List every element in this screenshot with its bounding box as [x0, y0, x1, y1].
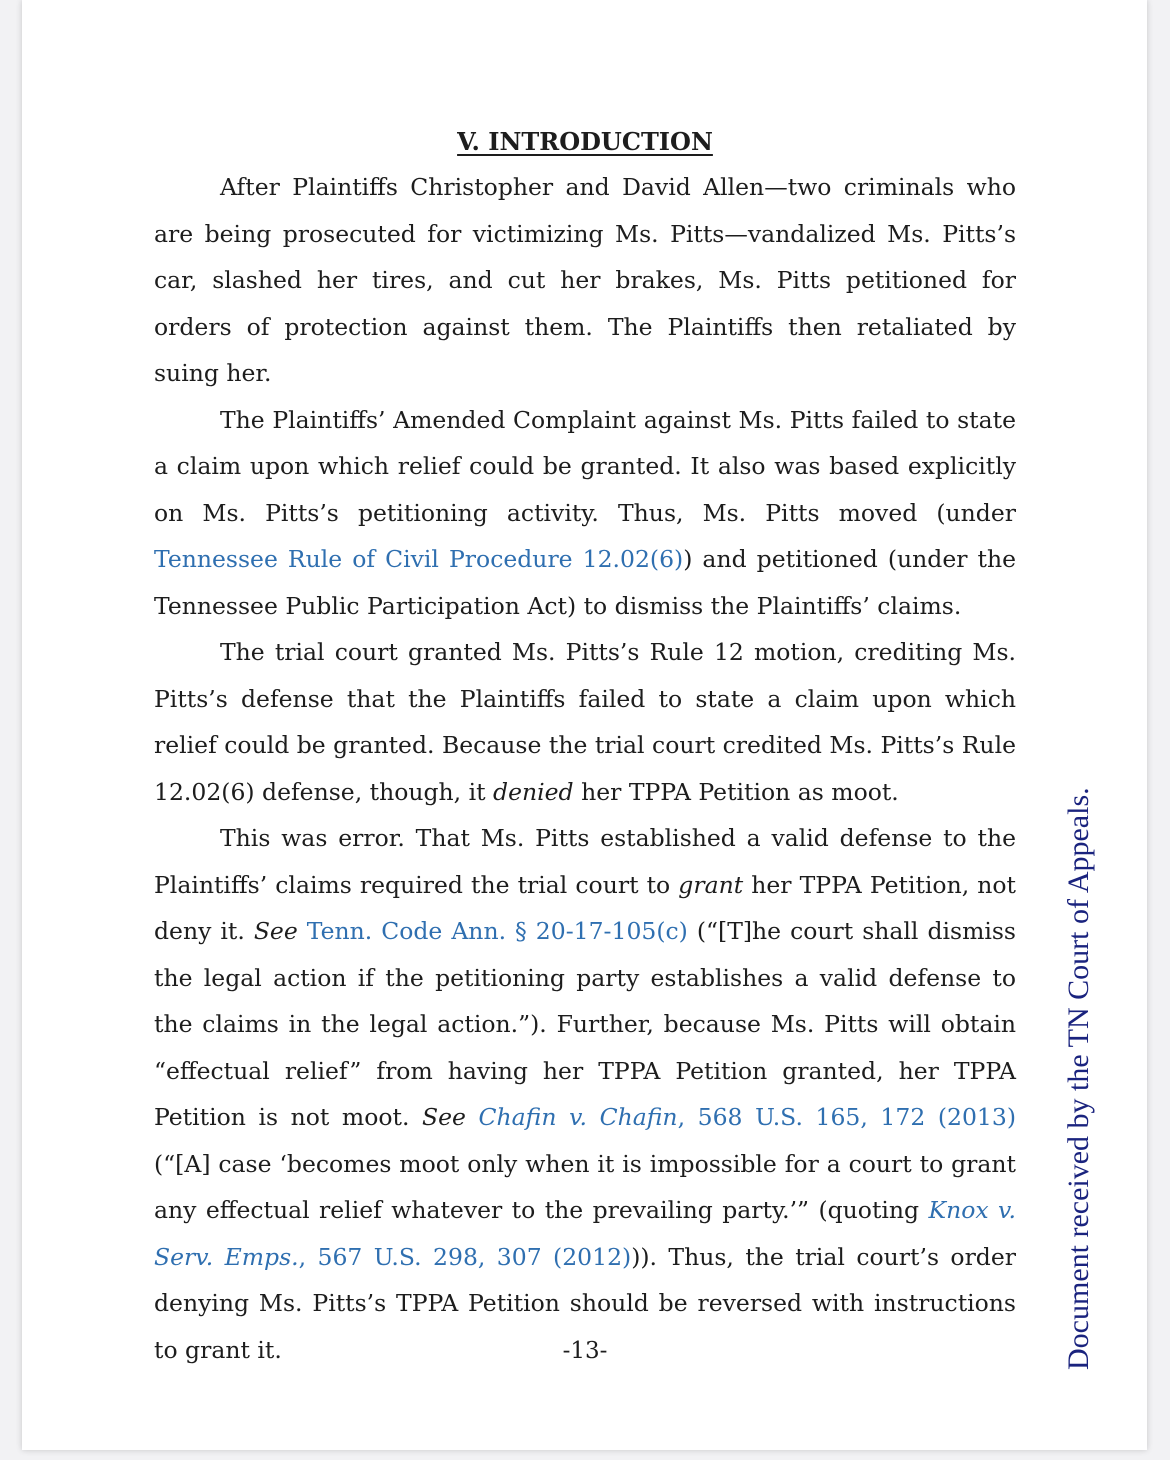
chafin-link[interactable]: Chafin v. Chafin, 568 U.S. 165, 172 (2013) [478, 1103, 1016, 1131]
court-received-stamp: Document received by the TN Court of Appeals. [1062, 787, 1095, 1370]
document-page [22, 0, 1147, 1450]
paragraph-1: After Plaintiffs Christopher and David Allen—two criminals who are being prosecuted for victimizing Ms. Pitts—vandalized Ms. Pitts’s car, slashed her tires, and cut her brakes, Ms. Pitts petitioned for orders of protection against them. The Plaintiffs then retaliated by suing her. [154, 173, 1016, 387]
page-content [154, 120, 1016, 1373]
paragraph-4: This was error. That Ms. Pitts established a valid defense to the Plaintiffs’ claims required the trial court to grant her TPPA Petition, not deny it. See Tenn. Code Ann. § 20-17-105(c) (“[T]he court shall dismiss the legal action if the petitioning party establishes a valid defense to the claims in the legal action.”). Further, because Ms. Pitts will obtain “effectual relief” from having her TPPA Petition granted, her TPPA Petition is not moot. See Chafin v. Chafin, 568 U.S. 165, 172 (2013) (“[A] case ‘becomes moot only when it is impossible for a court to grant any effectual relief whatever to the prevailing party.’” (quoting Knox v. Serv. Emps., 567 U.S. 298, 307 (2012))). Thus, the trial court’s order denying Ms. Pitts’s TPPA Petition should be reversed with instructions to grant it. [154, 824, 1017, 1364]
knox-link[interactable]: Knox v. Serv. Emps., 567 U.S. 298, 307 (2012) [154, 1196, 1017, 1271]
paragraph-2: The Plaintiffs’ Amended Complaint against Ms. Pitts failed to state a claim upon which relief could be granted. It also was based explicitly on Ms. Pitts’s petitioning activity. Thus, Ms. Pitts moved (under Tennessee Rule of Civil Procedure 12.02(6)) and petitioned (under the Tennessee Public Participation Act) to dismiss the Plaintiffs’ claims. [154, 405, 1016, 620]
page-number: -13- [562, 1338, 608, 1364]
paragraph-3: The trial court granted Ms. Pitts’s Rule 12 motion, crediting Ms. Pitts’s defense that the Plaintiffs failed to state a claim upon which relief could be granted. Because the trial court credited Ms. Pitts’s Rule 12.02(6) defense, though, it denied her TPPA Petition as moot. [154, 638, 1016, 806]
tenn-code-link[interactable]: Tenn. Code Ann. § 20-17-105(c) [306, 917, 688, 945]
section-heading: V. INTRODUCTION [457, 127, 713, 156]
rule-12-link[interactable]: Tennessee Rule of Civil Procedure 12.02(6) [154, 545, 684, 573]
